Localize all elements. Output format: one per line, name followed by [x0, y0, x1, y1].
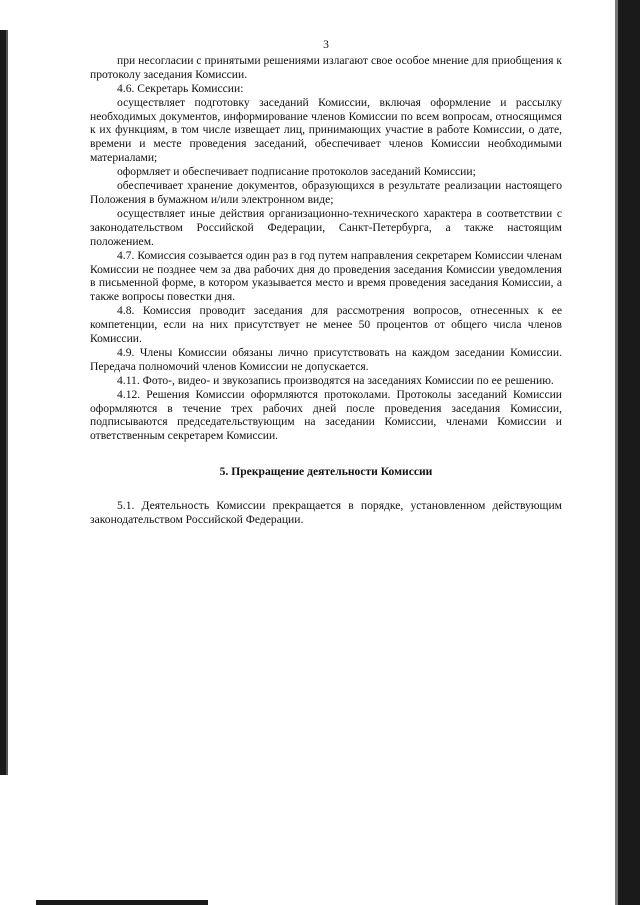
paragraph: осуществляет иные действия организационно-технического характера в соответствии с законодательством Российской Федерации, Санкт-Петербурга, а также настоящим положением.	[90, 206, 562, 248]
paragraph: обеспечивает хранение документов, образующихся в результате реализации настоящего Положения в бумажном и/или электронном виде;	[90, 179, 562, 206]
paragraph: 5.1. Деятельность Комиссии прекращается в порядке, установленном действующим законодательством Российской Федерации.	[90, 499, 562, 527]
paragraph: при несогласии с принятыми решениями излагают свое особое мнение для приобщения к протоколу заседания Комиссии.	[90, 53, 562, 81]
scan-edge-left-shadow	[6, 30, 8, 775]
paragraph: оформляет и обеспечивает подписание протоколов заседаний Комиссии;	[117, 165, 476, 179]
paragraph: 4.6. Секретарь Комиссии:	[117, 81, 244, 95]
document-page	[90, 38, 562, 527]
scan-edge-bottom	[36, 900, 208, 905]
paragraph: 4.7. Комиссия созывается один раз в год путем направления секретарем Комиссии членам Комиссии не позднее чем за два рабочих дня до проведения заседания Комиссии уведомления в письменной форме, в котором указывается место и время проведения заседания Комиссии, а также вопросы повестки дня.	[90, 248, 562, 304]
scan-edge-right	[618, 0, 640, 905]
section-heading: 5. Прекращение деятельности Комиссии	[219, 465, 433, 479]
paragraph: осуществляет подготовку заседаний Комиссии, включая оформление и рассылку необходимых документов, информирование членов Комиссии по всем вопросам, относящимся к их функциям, в том числе извещает лиц, принимающих участие в работе Комиссии, о дате, времени и месте проведения заседаний, обеспечивает членов Комиссии необходимыми материалами;	[90, 95, 562, 165]
paragraphs-bottom	[90, 499, 562, 527]
paragraph: 4.11. Фото-, видео- и звукозапись производятся на заседаниях Комиссии по ее решению.	[117, 373, 554, 387]
page-number: 3	[323, 38, 329, 51]
paragraph: 4.8. Комиссия проводит заседания для рассмотрения вопросов, отнесенных к ее компетенции, если на них присутствует не менее 50 процентов от общего числа членов Комиссии.	[90, 304, 562, 346]
paragraph: 4.12. Решения Комиссии оформляются протоколами. Протоколы заседаний Комиссии оформляются в течение трех рабочих дней после проведения заседания Комиссии, подписываются председательствующим на заседании Комиссии, членами Комиссии и ответственным секретарем Комиссии.	[90, 387, 562, 443]
paragraph: 4.9. Члены Комиссии обязаны лично присутствовать на каждом заседании Комиссии. Передача полномочий членов Комиссии не допускается.	[90, 345, 562, 373]
paragraphs-top	[90, 54, 562, 443]
